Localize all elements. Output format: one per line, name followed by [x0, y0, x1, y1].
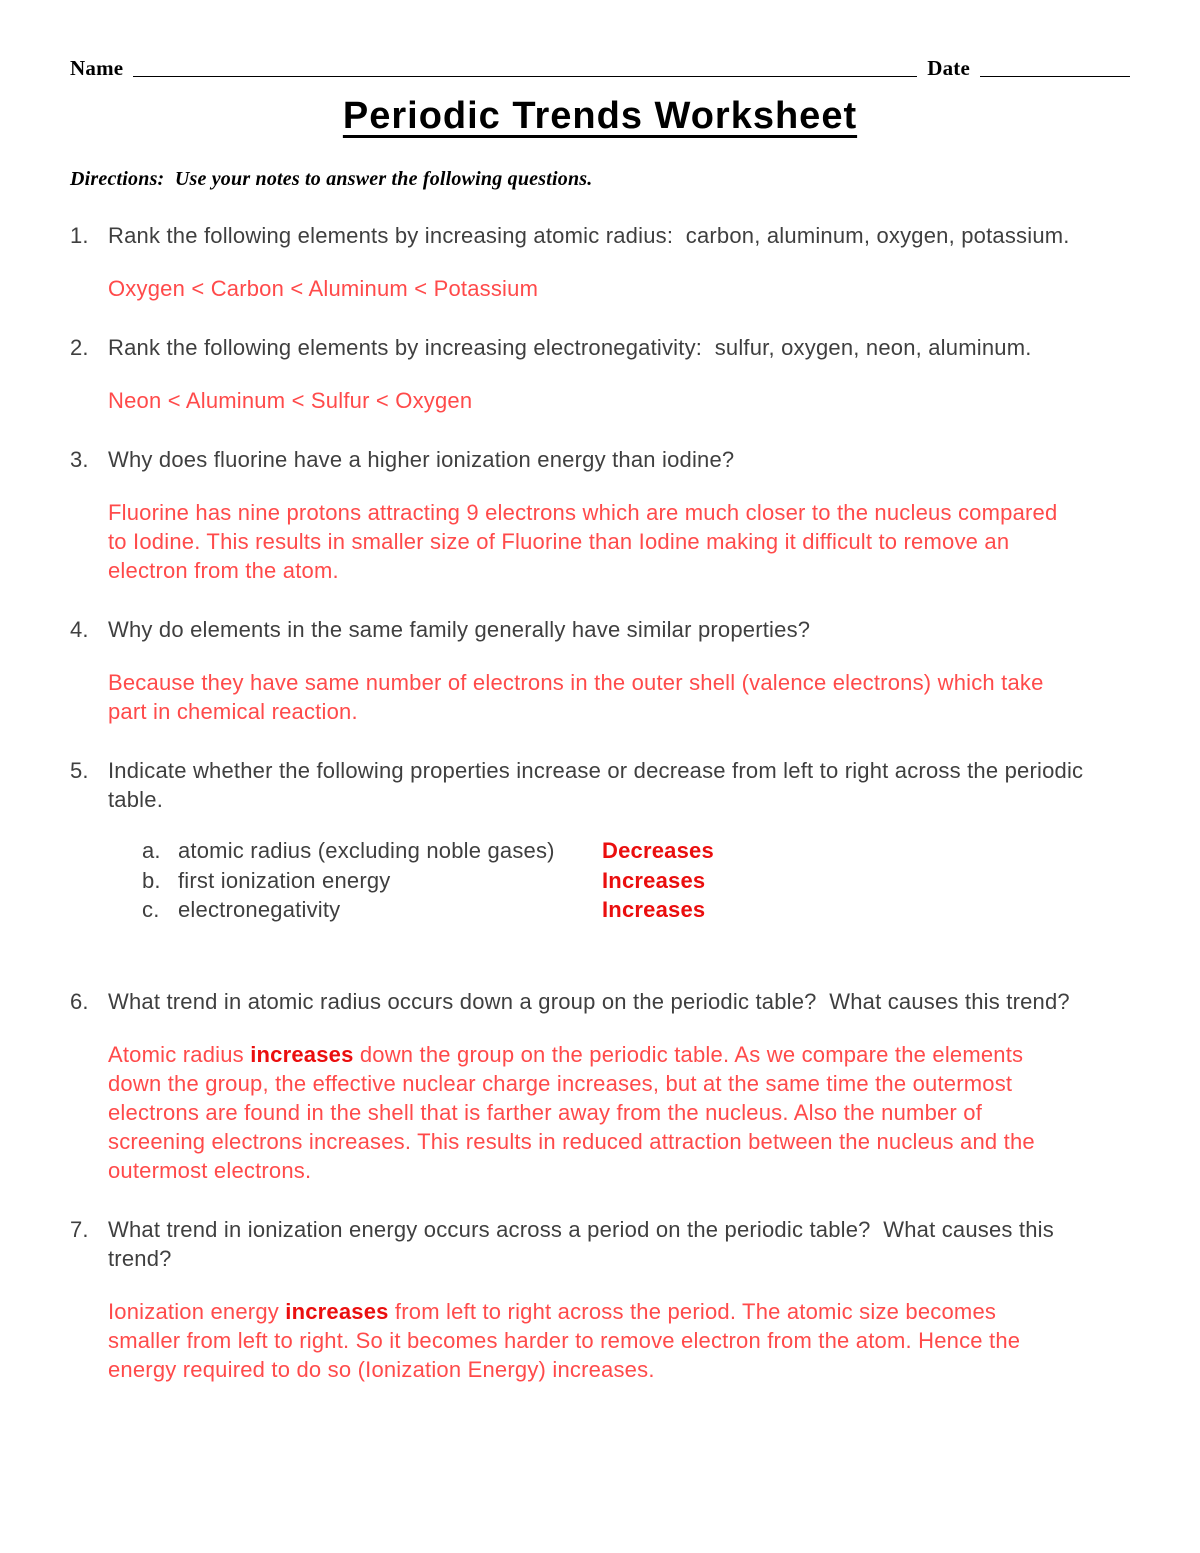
question-5-row — [70, 756, 1130, 814]
question-5 — [70, 756, 1130, 924]
subitem-c-text: electronegativity — [178, 897, 341, 923]
directions-text: Directions: Use your notes to answer the following questions. — [70, 168, 593, 190]
question-6-text: What trend in atomic radius occurs down a group on the periodic table? What causes this trend? — [108, 988, 1070, 1014]
subitem-a-text: atomic radius (excluding noble gases) — [178, 838, 555, 864]
question-6-row — [70, 987, 1130, 1016]
question-5-text: Indicate whether the following properties increase or decrease from left to right across the periodic table. — [108, 758, 1090, 813]
question-7-answer-before: Ionization energy — [108, 1299, 286, 1325]
question-2 — [70, 333, 1130, 415]
subitem-b-label: b. — [142, 867, 161, 893]
question-4 — [70, 615, 1130, 726]
question-6 — [70, 987, 1130, 1185]
date-label: Date — [927, 56, 970, 80]
subitem-a — [142, 836, 1130, 865]
page-title: Periodic Trends Worksheet — [342, 95, 858, 137]
question-2-text: Rank the following elements by increasing electronegativity: sulfur, oxygen, neon, aluminum. — [108, 335, 1032, 361]
question-7-answer — [108, 1297, 1068, 1384]
name-date-row — [70, 56, 1130, 81]
question-3-number: 3. — [70, 447, 89, 473]
question-6-number: 6. — [70, 988, 89, 1014]
subitem-b — [142, 866, 1130, 895]
date-blank-line — [980, 75, 1130, 77]
subitem-c — [142, 895, 1130, 924]
question-2-answer: Neon < Aluminum < Sulfur < Oxygen — [108, 388, 473, 414]
question-6-answer-bold: increases — [250, 1041, 354, 1067]
subitem-c-label: c. — [142, 897, 160, 923]
question-6-answer-before: Atomic radius — [108, 1041, 251, 1067]
question-3 — [70, 445, 1130, 585]
question-4-number: 4. — [70, 617, 89, 643]
question-7-number: 7. — [70, 1217, 89, 1242]
question-7-answer-after: from left to right across the period. The atomic size becomes smaller from left to right. So it becomes harder to remove electron from the atom. Hence the energy required to do so (Ionization Energy) increases. — [108, 1299, 1027, 1383]
question-4-answer: Because they have same number of electrons in the outer shell (valence electrons) which take part in chemical reaction. — [108, 670, 1050, 725]
question-7-text: What trend in ionization energy occurs across a period on the periodic table? What causes this trend? — [108, 1217, 1061, 1272]
question-3-answer: Fluorine has nine protons attracting 9 electrons which are much closer to the nucleus compared to Iodine. This results in smaller size of Fluorine than Iodine making it difficult to remove an electron from the atom. — [108, 500, 1064, 584]
question-5-subitems — [142, 836, 1130, 924]
question-2-number: 2. — [70, 335, 89, 361]
subitem-b-text: first ionization energy — [178, 867, 391, 893]
question-1 — [70, 221, 1130, 303]
question-2-row — [70, 333, 1130, 362]
question-3-row — [70, 445, 1130, 474]
subitem-a-answer: Decreases — [602, 838, 714, 864]
question-6-answer-after: down the group on the periodic table. As we compare the elements down the group, the effective nuclear charge increases, but at the same time the outermost electrons are found in the shell that is farther away from the nucleus. Also the number of screening electrons increases. This results in reduced attraction between the nucleus and the outermost electrons. — [108, 1041, 1042, 1183]
name-label: Name — [70, 56, 124, 80]
question-4-text: Why do elements in the same family generally have similar properties? — [108, 617, 811, 643]
question-7-answer-bold: increases — [285, 1299, 389, 1325]
question-1-row — [70, 221, 1130, 250]
question-1-answer: Oxygen < Carbon < Aluminum < Potassium — [108, 276, 539, 302]
question-3-text: Why does fluorine have a higher ionization energy than iodine? — [108, 447, 735, 473]
question-7 — [70, 1215, 1130, 1384]
question-1-text: Rank the following elements by increasing atomic radius: carbon, aluminum, oxygen, potassium. — [108, 223, 1070, 248]
name-blank-line — [133, 75, 917, 77]
question-1-number: 1. — [70, 223, 89, 248]
question-5-number: 5. — [70, 758, 89, 784]
question-7-row — [70, 1215, 1130, 1273]
question-6-answer — [108, 1040, 1068, 1185]
question-4-row — [70, 615, 1130, 644]
subitem-b-answer: Increases — [602, 867, 706, 893]
subitem-c-answer: Increases — [602, 897, 706, 923]
subitem-a-label: a. — [142, 838, 161, 864]
